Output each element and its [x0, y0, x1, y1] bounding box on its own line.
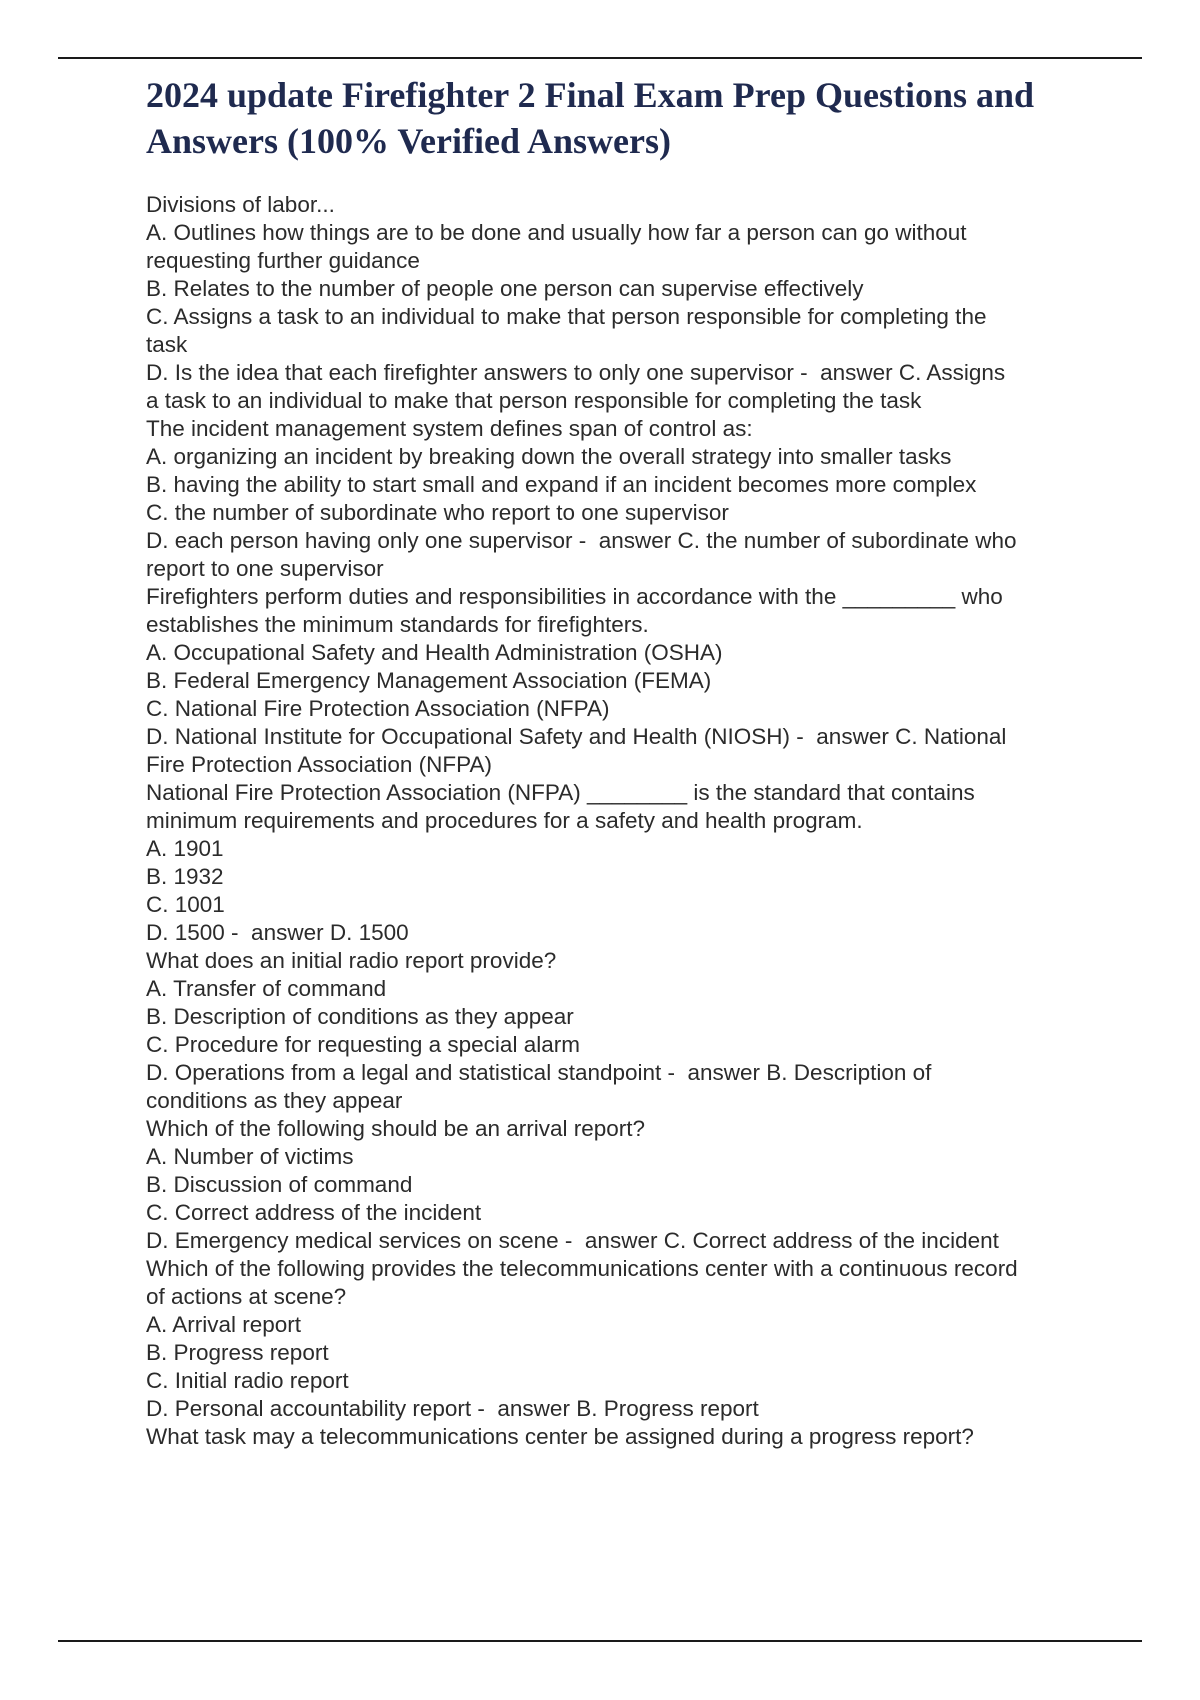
- text-line: Firefighters perform duties and responsibilities in accordance with the _________ who: [146, 584, 1003, 609]
- text-line: B. Federal Emergency Management Association (FEMA): [146, 668, 712, 693]
- text-line: establishes the minimum standards for firefighters.: [146, 612, 649, 637]
- text-line: of actions at scene?: [146, 1284, 347, 1309]
- text-line: D. Emergency medical services on scene - answer C. Correct address of the incident: [146, 1228, 999, 1253]
- text-line: What does an initial radio report provide?: [146, 948, 557, 973]
- text-line: D. each person having only one supervisor - answer C. the number of subordinate who: [146, 528, 1017, 553]
- text-line: A. Outlines how things are to be done and usually how far a person can go without: [146, 220, 967, 245]
- text-line: A. Arrival report: [146, 1312, 302, 1337]
- document-title: 2024 update Firefighter 2 Final Exam Prep Questions and Answers (100% Verified Answers): [146, 75, 1035, 161]
- text-line: C. National Fire Protection Association (NFPA): [146, 696, 610, 721]
- bottom-rule: [58, 1640, 1142, 1642]
- text-line: A. organizing an incident by breaking down the overall strategy into smaller tasks: [146, 444, 952, 469]
- text-line: C. the number of subordinate who report to one supervisor: [146, 500, 729, 525]
- text-line: B. having the ability to start small and expand if an incident becomes more complex: [146, 472, 977, 497]
- text-line: D. National Institute for Occupational Safety and Health (NIOSH) - answer C. National: [146, 724, 1007, 749]
- text-line: A. Number of victims: [146, 1144, 354, 1169]
- text-line: A. 1901: [146, 836, 224, 861]
- text-line: B. Discussion of command: [146, 1172, 413, 1197]
- text-line: B. Description of conditions as they appear: [146, 1004, 574, 1029]
- text-line: D. Personal accountability report - answer B. Progress report: [146, 1396, 759, 1421]
- text-line: C. Initial radio report: [146, 1368, 349, 1393]
- text-line: Which of the following provides the telecommunications center with a continuous record: [146, 1256, 1018, 1281]
- text-line: B. Relates to the number of people one person can supervise effectively: [146, 276, 864, 301]
- text-line: Fire Protection Association (NFPA): [146, 752, 492, 777]
- text-line: Divisions of labor...: [146, 192, 335, 217]
- text-line: requesting further guidance: [146, 248, 420, 273]
- text-line: task: [146, 332, 188, 357]
- text-line: C. Procedure for requesting a special alarm: [146, 1032, 580, 1057]
- text-line: A. Occupational Safety and Health Administration (OSHA): [146, 640, 723, 665]
- text-line: B. 1932: [146, 864, 224, 889]
- document-body: [146, 191, 1096, 1451]
- text-line: B. Progress report: [146, 1340, 329, 1365]
- text-line: National Fire Protection Association (NFPA) ________ is the standard that contains: [146, 780, 975, 805]
- text-line: a task to an individual to make that person responsible for completing the task: [146, 388, 922, 413]
- text-line: Which of the following should be an arrival report?: [146, 1116, 646, 1141]
- text-line: A. Transfer of command: [146, 976, 387, 1001]
- text-line: The incident management system defines span of control as:: [146, 416, 753, 441]
- text-line: C. Assigns a task to an individual to make that person responsible for completing the: [146, 304, 987, 329]
- text-line: D. Is the idea that each firefighter answers to only one supervisor - answer C. Assigns: [146, 360, 1006, 385]
- text-line: C. 1001: [146, 892, 225, 917]
- text-line: conditions as they appear: [146, 1088, 403, 1113]
- top-rule: [58, 57, 1142, 59]
- text-line: C. Correct address of the incident: [146, 1200, 482, 1225]
- text-line: D. Operations from a legal and statistical standpoint - answer B. Description of: [146, 1060, 932, 1085]
- text-line: minimum requirements and procedures for a safety and health program.: [146, 808, 863, 833]
- text-line: report to one supervisor: [146, 556, 384, 581]
- text-line: What task may a telecommunications center be assigned during a progress report?: [146, 1424, 974, 1449]
- text-line: D. 1500 - answer D. 1500: [146, 920, 409, 945]
